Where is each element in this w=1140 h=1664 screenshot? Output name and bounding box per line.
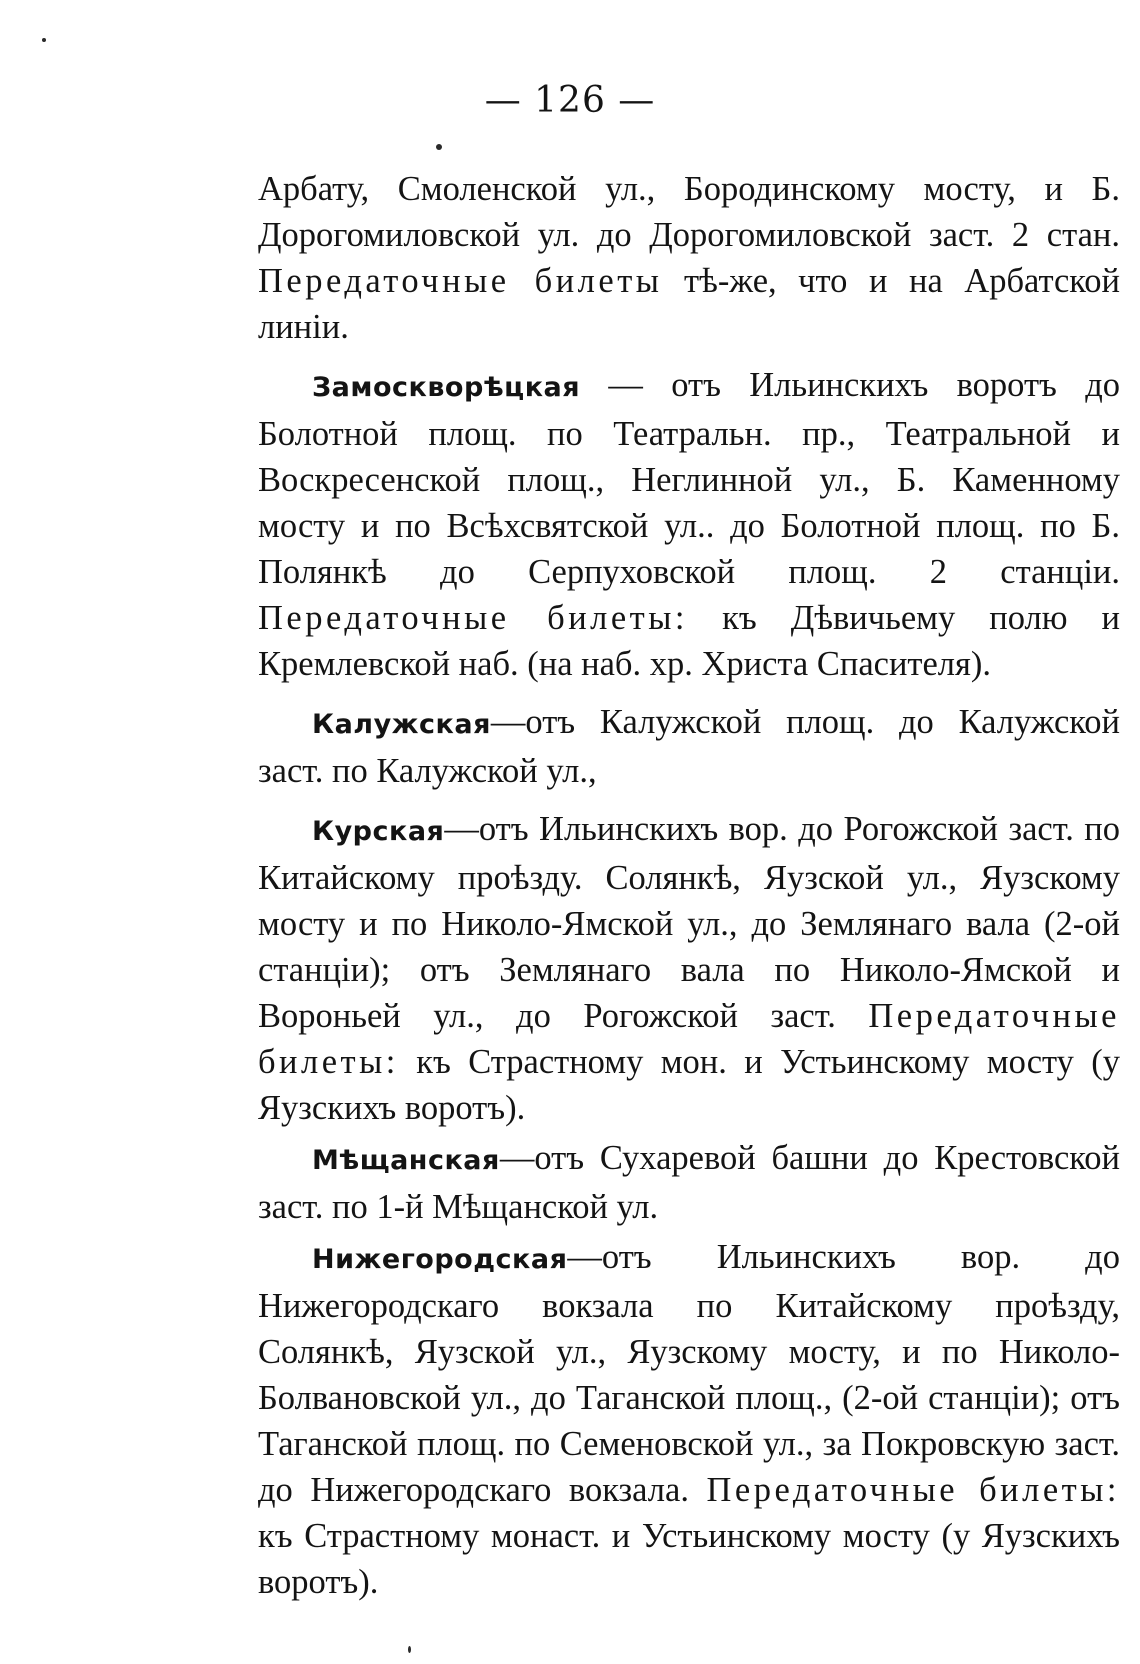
paragraph-kurskaya: [258, 806, 1120, 1131]
paragraph-nizhegorodskaya: [258, 1234, 1120, 1605]
paragraph-text: къ Дѣвичьему полю и Кремлевской наб. (на наб. хр. Христа Спасителя).: [258, 599, 1121, 683]
paragraph-zamoskvoretskaya: [258, 362, 1120, 687]
paragraph-meshchanskaya: [258, 1135, 1120, 1230]
route-name: Нижегородская: [312, 1244, 568, 1275]
ink-speck: [408, 1646, 411, 1653]
transfer-tickets-label: Передаточные билеты:: [258, 599, 689, 637]
paragraph-text: къ Страстному монаст. и Устьинскому мосту (у Яузскихъ воротъ).: [258, 1517, 1120, 1601]
paragraph-text: —отъ Ильинскихъ вор. до Нижегородскаго вокзала по Китайскому проѣзду, Солянкѣ, Яузской ул., Яузскому мосту, и по Николо-Болвановской ул., до Таганской площ., (2-ой станцiи); отъ Таганской площ. по Семеновской ул., за Покровскую заст. до Нижегородскаго вокзала.: [258, 1238, 1120, 1509]
route-name: Мѣщанская: [312, 1145, 500, 1176]
paragraph-kaluzhskaya: [258, 699, 1120, 794]
page-number: — 126 —: [484, 80, 656, 121]
paragraph-text: —отъ Калужской площ. до Калужской заст. по Калужской ул.,: [258, 703, 1120, 790]
ink-speck: [42, 38, 46, 42]
paragraph-text: —отъ Сухаревой башни до Крестовской заст. по 1-й Мѣщанской ул.: [258, 1139, 1120, 1226]
transfer-tickets-label: Передаточные билеты: [258, 262, 663, 300]
transfer-tickets-label: Передаточные билеты:: [706, 1471, 1120, 1509]
page-body: [258, 166, 1120, 1605]
route-name: Курская: [312, 816, 445, 847]
transfer-tickets-label: Передаточные билеты:: [258, 997, 1120, 1081]
paragraph-text: — отъ Ильинскихъ воротъ до Болотной площ. по Театральн. пр., Театральной и Воскресенской площ., Неглинной ул., Б. Каменному мосту и по Всѣхсвятской ул.. до Болотной площ. по Б. Полянкѣ до Серпуховской площ. 2 станцiи.: [258, 366, 1120, 591]
ink-speck: [436, 144, 442, 150]
paragraph-text: Арбату, Смоленской ул., Бородинскому мосту, и Б. Дорогомиловской ул. до Дорогомиловской заст. 2 стан.: [258, 170, 1120, 254]
route-name: Калужская: [312, 709, 491, 740]
route-name: Замоскворѣцкая: [312, 372, 581, 403]
paragraph-text: къ Страстному мон. и Устьинскому мосту (у Яузскихъ воротъ).: [258, 1043, 1120, 1127]
paragraph-text: тѣ-же, что и на Арбатской линiи.: [258, 262, 1120, 346]
paragraph-arbat-continuation: [258, 166, 1120, 350]
paragraph-text: —отъ Ильинскихъ вор. до Рогожской заст. по Китайскому проѣзду. Солянкѣ, Яузской ул., Яузскому мосту и по Николо-Ямской ул., до Землянаго вала (2-ой станцiи); отъ Землянаго вала по Николо-Ямской и Вороньей ул., до Рогожской заст.: [258, 810, 1120, 1035]
